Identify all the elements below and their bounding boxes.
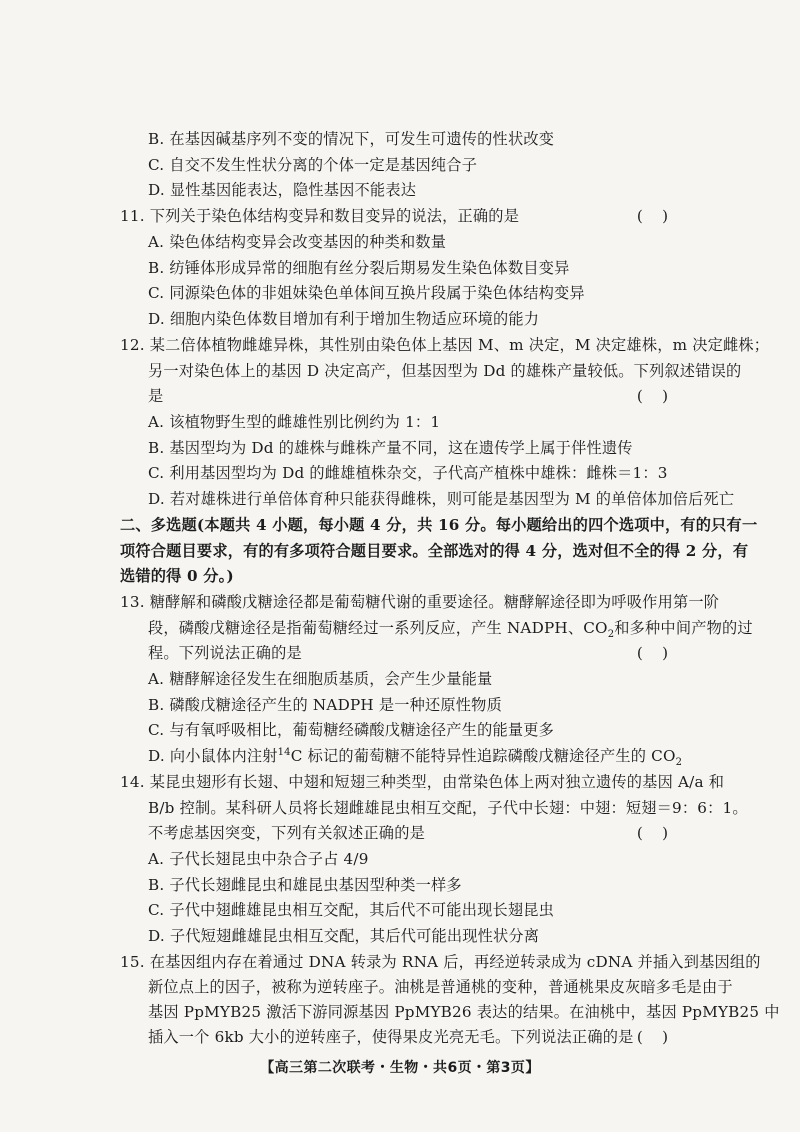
q11-option-c: C. 同源染色体的非姐妹染色单体间互换片段属于染色体结构变异 xyxy=(148,284,585,302)
q13-option-b: B. 磷酸戊糖途径产生的 NADPH 是一种还原性物质 xyxy=(148,696,502,714)
q15-answer-paren: ( ) xyxy=(636,1028,668,1046)
q12-option-b: B. 基因型均为 Dd 的雄株与雌株产量不同，这在遗传学上属于伴性遗传 xyxy=(148,439,633,457)
q12-stem-line-2: 另一对染色体上的基因 D 决定高产，但基因型为 Dd 的雄株产量较低。下列叙述错误的 xyxy=(148,362,742,380)
q15-stem-line-3: 基因 PpMYB25 激活下游同源基因 PpMYB26 表达的结果。在油桃中，基因 PpMYB25 中 xyxy=(148,1003,780,1021)
q12-option-c: C. 利用基因型均为 Dd 的雌雄植株杂交，子代高产植株中雄株：雌株＝1：3 xyxy=(148,464,668,482)
q10-option-d: D. 显性基因能表达，隐性基因不能表达 xyxy=(148,181,417,199)
q13-option-d: D. 向小鼠体内注射$^{14}$C 标记的葡萄糖不能特异性追踪磷酸戊糖途径产生的 $CO_2$ xyxy=(148,746,683,769)
q12-stem-line-3: 是 xyxy=(148,387,164,405)
q13-answer-paren: ( ) xyxy=(636,644,668,662)
section2-heading-line-3: 选错的得 0 分。) xyxy=(120,567,234,585)
page-footer: 【高三第二次联考・生物・共6页・第3页】 xyxy=(260,1060,540,1076)
q10-option-c: C. 自交不发生性状分离的个体一定是基因纯合子 xyxy=(148,156,478,174)
q13-option-a: A. 糖酵解途径发生在细胞质基质，会产生少量能量 xyxy=(148,670,493,688)
q12-stem-line-1: 12. 某二倍体植物雌雄异株，其性别由染色体上基因 M、m 决定，M 决定雄株，m 决定雌株； xyxy=(120,336,770,354)
q14-option-c: C. 子代中翅雌雄昆虫相互交配，其后代不可能出现长翅昆虫 xyxy=(148,901,555,919)
q15-stem-line-1: 15. 在基因组内存在着通过 DNA 转录为 RNA 后，再经逆转录成为 cDNA 并插入到基因组的 xyxy=(120,953,761,971)
q14-answer-paren: ( ) xyxy=(636,824,668,842)
q13-stem-line-3: 程。下列说法正确的是 xyxy=(148,644,302,662)
q12-option-a: A. 该植物野生型的雌雄性别比例约为 1：1 xyxy=(148,413,441,431)
q14-stem-line-2: B/b 控制。某科研人员将长翅雌雄昆虫相互交配，子代中长翅：中翅：短翅＝9：6：1。 xyxy=(148,799,748,817)
q13-option-c: C. 与有氧呼吸相比，葡萄糖经磷酸戊糖途径产生的能量更多 xyxy=(148,721,555,739)
q11-answer-paren: ( ) xyxy=(636,207,668,225)
q14-option-d: D. 子代短翅雌雄昆虫相互交配，其后代可能出现性状分离 xyxy=(148,927,540,945)
q12-answer-paren: ( ) xyxy=(636,387,668,405)
section2-heading-line-2: 项符合题目要求，有的有多项符合题目要求。全部选对的得 4 分，选对但不全的得 2 分，有 xyxy=(120,542,749,560)
q12-option-d: D. 若对雄株进行单倍体育种只能获得雌株，则可能是基因型为 M 的单倍体加倍后死亡 xyxy=(148,490,735,508)
q15-stem-line-4: 插入一个 6kb 大小的逆转座子，使得果皮光亮无毛。下列说法正确的是 xyxy=(148,1028,634,1046)
q14-option-a: A. 子代长翅昆虫中杂合子占 4/9 xyxy=(148,850,369,868)
section2-heading-line-1: 二、多选题(本题共 4 小题，每小题 4 分，共 16 分。每小题给出的四个选项中，有的只有一 xyxy=(120,516,758,534)
q10-option-b: B. 在基因碱基序列不变的情况下，可发生可遗传的性状改变 xyxy=(148,130,555,148)
q11-option-d: D. 细胞内染色体数目增加有利于增加生物适应环境的能力 xyxy=(148,310,540,328)
q11-stem: 11. 下列关于染色体结构变异和数目变异的说法，正确的是 xyxy=(120,207,520,225)
q13-stem-line-1: 13. 糖酵解和磷酸戊糖途径都是葡萄糖代谢的重要途径。糖酵解途径即为呼吸作用第一阶 xyxy=(120,593,720,611)
q15-stem-line-2: 新位点上的因子，被称为逆转座子。油桃是普通桃的变种，普通桃果皮灰暗多毛是由于 xyxy=(148,978,733,996)
q14-stem-line-3: 不考虑基因突变，下列有关叙述正确的是 xyxy=(148,824,425,842)
q11-option-b: B. 纺锤体形成异常的细胞有丝分裂后期易发生染色体数目变异 xyxy=(148,259,570,277)
q13-stem-line-2: 段，磷酸戊糖途径是指葡萄糖经过一系列反应，产生 NADPH、$CO_2$和多种中间产物的过 xyxy=(148,619,753,641)
q11-option-a: A. 染色体结构变异会改变基因的种类和数量 xyxy=(148,233,447,251)
q14-option-b: B. 子代长翅雌昆虫和雄昆虫基因型种类一样多 xyxy=(148,876,462,894)
q14-stem-line-1: 14. 某昆虫翅形有长翅、中翅和短翅三种类型，由常染色体上两对独立遗传的基因 A/a 和 xyxy=(120,773,725,791)
